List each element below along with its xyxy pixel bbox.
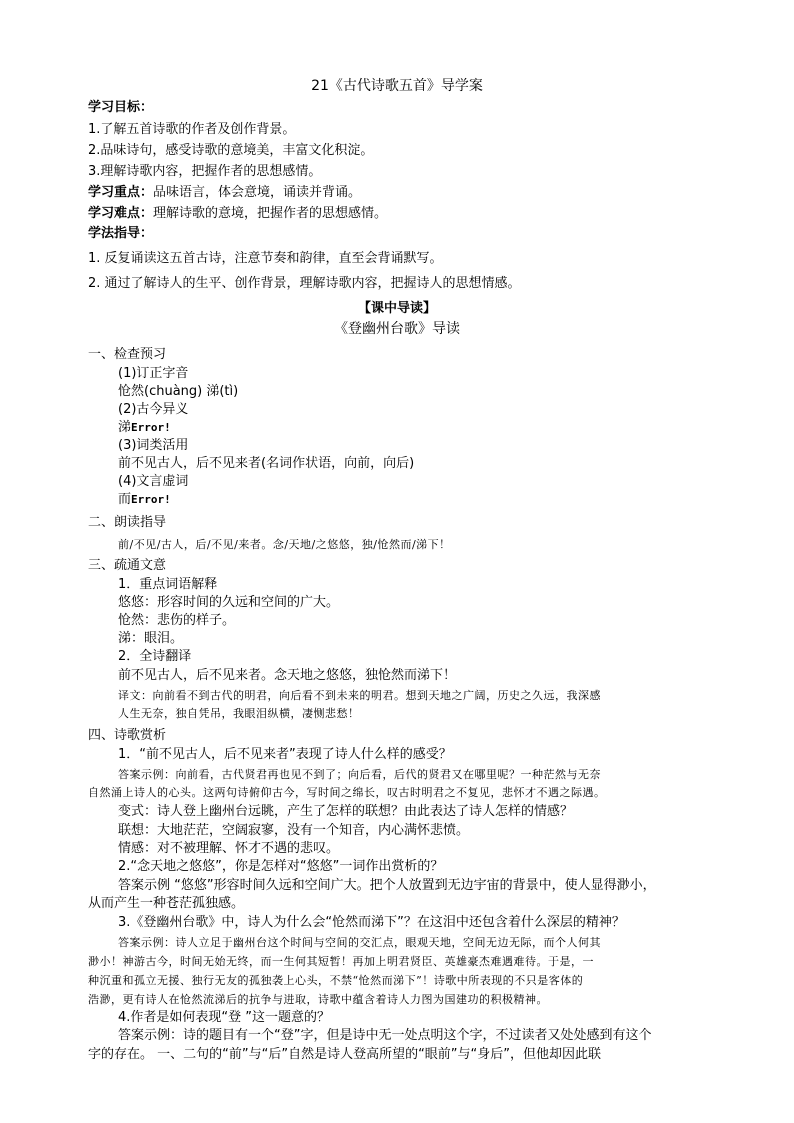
- question: 2.“念天地之悠悠”，你是怎样对“悠悠”一词作出赏析的？: [118, 859, 444, 874]
- part1-word: 而: [118, 492, 132, 507]
- poem-text: 前不见古人，后不见来者。念天地之悠悠，独怆然而涕下！: [118, 668, 457, 683]
- method-item: 2. 通过了解诗人的生平、创作背景，理解诗歌内容，把握诗人的思想情感。: [88, 276, 521, 291]
- part3-subheading: 1．重点词语解释: [118, 577, 218, 592]
- page-title: 21《古代诗歌五首》导学案: [311, 78, 483, 94]
- difficulty-line: [88, 205, 387, 222]
- part3-line: 悠悠：形容时间的久远和空间的广大。: [118, 595, 340, 610]
- key-point-label: 学习重点：: [88, 185, 154, 200]
- answer-line: 答案示例：诗的题目有一个“登”字，但是诗中无一处点明这个字，不过读者又处处感到有这个: [118, 1028, 652, 1043]
- part2-heading: 二、朗读指导: [88, 515, 167, 530]
- part1-word: 涕: [118, 420, 132, 435]
- answer-line: 浩渺，更有诗人在怆然流涕后的抗争与进取，诗歌中蕴含着诗人力图为国建功的积极精神。: [88, 993, 548, 1006]
- answer-line: 种沉重和孤立无援、独行无友的孤独袭上心头，不禁“怆然而涕下”！诗歌中所表现的不只是客体的: [88, 974, 584, 987]
- variant-line: 联想：大地茫茫，空阔寂寥，没有一个知音，内心满怀悲愤。: [118, 823, 470, 838]
- part1-line: 前不见古人，后不见来者(名词作状语，向前，向后): [118, 456, 415, 471]
- key-point-line: [88, 184, 361, 201]
- error-field: Error!: [131, 493, 171, 506]
- answer-line: 答案示例 “悠悠”形容时间久远和空间广大。把个人放置到无边宇宙的背景中，使人显得渺小，: [118, 878, 656, 893]
- part1-line: (4)文言虚词: [118, 474, 189, 489]
- part1-heading: 一、检查预习: [88, 347, 167, 362]
- objectives-heading: 学习目标：: [88, 100, 154, 115]
- key-point-text: 品味语言，体会意境，诵读并背诵。: [153, 185, 362, 200]
- part3-subheading: 2．全诗翻译: [118, 649, 192, 664]
- part3-line: 怆然：悲伤的样子。: [118, 613, 236, 628]
- question: 1．“前不见古人，后不见来者”表现了诗人什么样的感受？: [118, 747, 452, 762]
- guide-subtitle: 《登幽州台歌》导读: [334, 321, 460, 337]
- difficulty-text: 理解诗歌的意境，把握作者的思想感情。: [153, 206, 388, 221]
- part4-heading: 四、诗歌赏析: [88, 728, 167, 743]
- answer-line: 字的存在。 一、二句的“前”与“后”自然是诗人登高所望的“眼前”与“身后”，但他却因此联: [88, 1047, 602, 1062]
- error-field: Error!: [131, 421, 171, 434]
- objective-item: 2.品味诗句，感受诗歌的意境美，丰富文化积淀。: [88, 143, 374, 158]
- answer-line: 答案示例：向前看，古代贤君再也见不到了；向后看，后代的贤君又在哪里呢？一种茫然与无奈: [118, 768, 601, 781]
- part3-line: 涕：眼泪。: [118, 631, 184, 646]
- part3-heading: 三、疏通文意: [88, 558, 167, 573]
- variant-question: 变式：诗人登上幽州台远眺，产生了怎样的联想？由此表达了诗人怎样的情感？: [118, 804, 574, 819]
- answer-line: 从而产生一种苍茫孤独感。: [88, 896, 245, 911]
- objective-item: 3.理解诗歌内容，把握作者的思想感情。: [88, 164, 322, 179]
- answer-line: 自然涌上诗人的心头。这两句诗俯仰古今，写时间之绵长，叹古时明君之不复见，悲怀才不遇之际遇。: [88, 786, 606, 799]
- method-heading: 学法指导：: [88, 226, 154, 241]
- part1-line: [118, 419, 171, 436]
- question: 3.《登幽州台歌》中，诗人为什么会“怆然而涕下”？在这泪中还包含着什么深层的精神？: [118, 915, 625, 930]
- part1-line: [118, 491, 171, 508]
- part1-line: 怆然(chuàng) 涕(tì): [118, 384, 239, 399]
- method-item: 1. 反复诵读这五首古诗，注意节奏和韵律，直至会背诵默写。: [88, 251, 443, 266]
- part1-line: (1)订正字音: [118, 366, 189, 381]
- reading-guide-text: 前/不见/古人，后/不见/来者。念/天地/之悠悠，独/怆然而/涕下！: [118, 538, 451, 551]
- translation-line: 译文：向前看不到古代的明君，向后看不到未来的明君。想到天地之广阔，历史之久远，我深感: [118, 689, 601, 702]
- question: 4.作者是如何表现“登 ”这一题意的？: [118, 1010, 331, 1025]
- part1-line: (2)古今异义: [118, 402, 189, 417]
- section-banner: 【课中导读】: [357, 301, 436, 316]
- answer-line: 渺小！神游古今，时间无始无终，而一生何其短暂！再加上明君贤臣、英雄豪杰难遇难待。于是，一: [88, 955, 594, 968]
- difficulty-label: 学习难点：: [88, 206, 154, 221]
- answer-line: 答案示例：诗人立足于幽州台这个时间与空间的交汇点，眼观天地，空间无边无际，而个人何其: [118, 936, 601, 949]
- objective-item: 1.了解五首诗歌的作者及创作背景。: [88, 122, 296, 137]
- translation-line: 人生无奈，独自凭吊，我眼泪纵横，凄恻悲愁！: [118, 707, 360, 720]
- part1-line: (3)词类活用: [118, 438, 189, 453]
- variant-line: 情感：对不被理解、怀才不遇的悲叹。: [118, 841, 340, 856]
